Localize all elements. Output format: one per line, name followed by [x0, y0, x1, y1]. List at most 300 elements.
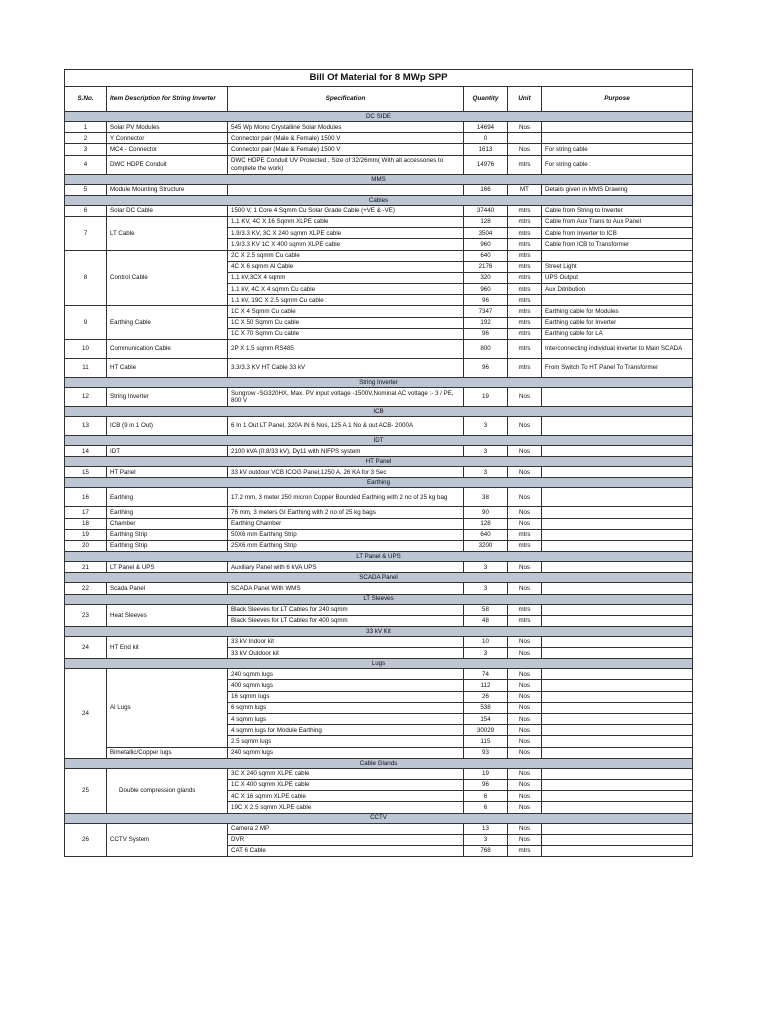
- specification-cell: 6 In 1 Out LT Panel, 320A IN 6 Nos, 125 A 1 No & out ACB- 2000A: [228, 417, 464, 436]
- unit-cell: mtrs: [508, 205, 542, 216]
- quantity-cell: 192: [464, 317, 508, 328]
- quantity-cell: 90: [464, 507, 508, 518]
- purpose-cell: From Switch To HT Panel To Transformer: [542, 359, 693, 378]
- quantity-cell: 3200: [464, 540, 508, 551]
- purpose-cell: [542, 615, 693, 626]
- purpose-cell: [542, 562, 693, 573]
- purpose-cell: [542, 714, 693, 725]
- section-title: DC SIDE: [65, 112, 693, 122]
- purpose-cell: [542, 518, 693, 529]
- item-description-cell: Communication Cable: [107, 340, 228, 359]
- unit-cell: Nos: [508, 648, 542, 659]
- unit-cell: Nos: [508, 518, 542, 529]
- unit-cell: Nos: [508, 725, 542, 736]
- item-description-cell: Earthing Strip: [107, 529, 228, 540]
- table-row: [65, 507, 693, 518]
- unit-cell: mtrs: [508, 272, 542, 283]
- unit-cell: Nos: [508, 388, 542, 407]
- unit-cell: mtrs: [508, 306, 542, 317]
- item-description-cell: Earthing Cable: [107, 306, 228, 340]
- sno-cell: 24: [65, 636, 107, 658]
- item-description-cell: CCTV System: [107, 823, 228, 857]
- section-title: Cable Glands: [65, 758, 693, 768]
- unit-cell: Nos: [508, 488, 542, 507]
- purpose-cell: [542, 680, 693, 691]
- quantity-cell: 3: [464, 467, 508, 478]
- specification-cell: 16 sqmm lugs: [228, 691, 464, 702]
- table-row: [65, 583, 693, 594]
- specification-cell: 240 sqmm lugs: [228, 747, 464, 758]
- table-row: [65, 122, 693, 133]
- specification-cell: 1.9/3.3 KV, 3C X 240 sqmm XLPE cable: [228, 228, 464, 239]
- purpose-cell: [542, 823, 693, 834]
- purpose-cell: Street Light: [542, 261, 693, 272]
- purpose-cell: Cable from String to Inverter: [542, 205, 693, 216]
- table-row: [65, 518, 693, 529]
- item-description-cell: LT Panel & UPS: [107, 562, 228, 573]
- document-title: Bill Of Material for 8 MWp SPP: [65, 70, 693, 87]
- unit-cell: Nos: [508, 122, 542, 133]
- purpose-cell: [542, 488, 693, 507]
- item-description-cell: LT Cable: [107, 216, 228, 250]
- section-header-row: [65, 112, 693, 122]
- unit-cell: mtrs: [508, 239, 542, 250]
- purpose-cell: [542, 736, 693, 747]
- quantity-cell: 7347: [464, 306, 508, 317]
- item-description-cell: HT End kit: [107, 636, 228, 658]
- sno-cell: 12: [65, 388, 107, 407]
- specification-cell: 2100 kVA (0.8/33 kV), Dy11 with NIFPS system: [228, 446, 464, 457]
- quantity-cell: 3: [464, 648, 508, 659]
- quantity-cell: 14694: [464, 122, 508, 133]
- unit-cell: Nos: [508, 417, 542, 436]
- quantity-cell: 19: [464, 768, 508, 779]
- specification-cell: 1C X 400 sqmm XLPE cable: [228, 779, 464, 790]
- section-title: CCTV: [65, 813, 693, 823]
- quantity-cell: 58: [464, 604, 508, 615]
- purpose-cell: Earthing cable for Modules: [542, 306, 693, 317]
- purpose-cell: UPS Output: [542, 272, 693, 283]
- purpose-cell: [542, 648, 693, 659]
- quantity-cell: 96: [464, 328, 508, 339]
- quantity-cell: 26: [464, 691, 508, 702]
- unit-cell: mtrs: [508, 250, 542, 261]
- item-description-cell: Y Connector: [107, 133, 228, 144]
- unit-cell: mtrs: [508, 155, 542, 174]
- purpose-cell: [542, 122, 693, 133]
- unit-cell: Nos: [508, 702, 542, 713]
- table-row: [65, 529, 693, 540]
- purpose-cell: [542, 791, 693, 802]
- purpose-cell: For string cable: [542, 155, 693, 174]
- specification-cell: 1500 V, 1 Core 4 Sqmm Cu Solar Grade Cable (+VE & -VE): [228, 205, 464, 216]
- item-description-cell: Chamber: [107, 518, 228, 529]
- specification-cell: 2.5 sqmm lugs: [228, 736, 464, 747]
- section-header-row: [65, 436, 693, 446]
- quantity-cell: 96: [464, 295, 508, 306]
- item-subdescription-cell: Bimetallic/Copper lugs: [107, 747, 228, 758]
- section-title: HT Panel: [65, 457, 693, 467]
- section-header-row: [65, 457, 693, 467]
- item-description-cell: Heat Sleeves: [107, 604, 228, 626]
- section-title: ICB: [65, 407, 693, 417]
- quantity-cell: 154: [464, 714, 508, 725]
- sno-cell: 3: [65, 144, 107, 155]
- unit-cell: mtrs: [508, 228, 542, 239]
- item-description-cell: IDT: [107, 446, 228, 457]
- specification-cell: [228, 184, 464, 195]
- specification-cell: 1C X 70 Sqmm Cu cable: [228, 328, 464, 339]
- unit-cell: Nos: [508, 446, 542, 457]
- table-row: [65, 636, 693, 647]
- sno-cell: 24: [65, 669, 107, 759]
- sno-cell: 16: [65, 488, 107, 507]
- purpose-cell: [542, 669, 693, 680]
- unit-cell: Nos: [508, 507, 542, 518]
- specification-cell: DWC HDPE Conduit UV Protected , Size of 32/26mm( With all accessories to complete the work): [228, 155, 464, 174]
- specification-cell: 1C X 4 Sqmm Cu cable: [228, 306, 464, 317]
- purpose-cell: Earthing cable for Inverter: [542, 317, 693, 328]
- table-row: [65, 540, 693, 551]
- item-description-cell: HT Cable: [107, 359, 228, 378]
- unit-cell: Nos: [508, 823, 542, 834]
- purpose-cell: For string cable: [542, 144, 693, 155]
- table-row: [65, 340, 693, 359]
- unit-cell: Nos: [508, 144, 542, 155]
- quantity-cell: 538: [464, 702, 508, 713]
- section-title: String Inverter: [65, 378, 693, 388]
- unit-cell: [508, 133, 542, 144]
- purpose-cell: [542, 250, 693, 261]
- quantity-cell: 3: [464, 583, 508, 594]
- specification-cell: 1C X 50 Sqmm Cu cable: [228, 317, 464, 328]
- quantity-cell: 37440: [464, 205, 508, 216]
- unit-cell: mtrs: [508, 615, 542, 626]
- sno-cell: 18: [65, 518, 107, 529]
- quantity-cell: 48: [464, 615, 508, 626]
- purpose-cell: [542, 747, 693, 758]
- purpose-cell: [542, 540, 693, 551]
- section-header-row: [65, 594, 693, 604]
- section-title: SCADA Panel: [65, 573, 693, 583]
- header-unit: Unit: [508, 87, 542, 112]
- unit-cell: Nos: [508, 467, 542, 478]
- unit-cell: Nos: [508, 714, 542, 725]
- header-item-description: Item Description for String Inverter: [107, 87, 228, 112]
- specification-cell: 50X6 mm Earthing Strip: [228, 529, 464, 540]
- header-sno: S.No.: [65, 87, 107, 112]
- quantity-cell: 640: [464, 529, 508, 540]
- unit-cell: Nos: [508, 779, 542, 790]
- specification-cell: 17.2 mm, 3 meter 250 micron Copper Bounded Earthing with 2 no of 25 kg bag: [228, 488, 464, 507]
- section-title: MMS: [65, 174, 693, 184]
- unit-cell: mtrs: [508, 604, 542, 615]
- specification-cell: 33 kV Indoor kit: [228, 636, 464, 647]
- specification-cell: 2C X 2.5 sqmm Cu cable: [228, 250, 464, 261]
- unit-cell: Nos: [508, 669, 542, 680]
- item-description-cell: HT Panel: [107, 467, 228, 478]
- sno-cell: 9: [65, 306, 107, 340]
- unit-cell: Nos: [508, 636, 542, 647]
- quantity-cell: 640: [464, 250, 508, 261]
- quantity-cell: 30029: [464, 725, 508, 736]
- quantity-cell: 2176: [464, 261, 508, 272]
- purpose-cell: [542, 768, 693, 779]
- specification-cell: Camera 2 MP: [228, 823, 464, 834]
- sno-cell: 17: [65, 507, 107, 518]
- section-title: 33 kV Kit: [65, 626, 693, 636]
- unit-cell: Nos: [508, 691, 542, 702]
- purpose-cell: Earthing cable for LA: [542, 328, 693, 339]
- purpose-cell: [542, 446, 693, 457]
- sno-cell: 14: [65, 446, 107, 457]
- quantity-cell: 6: [464, 802, 508, 813]
- unit-cell: Nos: [508, 680, 542, 691]
- sno-cell: 21: [65, 562, 107, 573]
- quantity-cell: 960: [464, 239, 508, 250]
- table-row: [65, 144, 693, 155]
- specification-cell: Auxiliary Panel with 6 kVA UPS: [228, 562, 464, 573]
- section-header-row: [65, 573, 693, 583]
- sno-cell: 20: [65, 540, 107, 551]
- item-description-cell: Scada Panel: [107, 583, 228, 594]
- item-description-cell: MC4 - Connector: [107, 144, 228, 155]
- specification-cell: Black Sleeves for LT Cables for 400 sqmm: [228, 615, 464, 626]
- item-description-cell: Al Lugs: [107, 669, 228, 747]
- unit-cell: mtrs: [508, 216, 542, 227]
- specification-cell: 4 sqmm lugs for Module Earthing: [228, 725, 464, 736]
- quantity-cell: 960: [464, 284, 508, 295]
- quantity-cell: 14976: [464, 155, 508, 174]
- specification-cell: 76 mm, 3 meters GI Earthing with 2 no of 25 kg bags: [228, 507, 464, 518]
- specification-cell: DVR: [228, 834, 464, 845]
- quantity-cell: 13: [464, 823, 508, 834]
- purpose-cell: [542, 725, 693, 736]
- purpose-cell: Cable from Aux Trans to Aux Panel: [542, 216, 693, 227]
- sno-cell: 2: [65, 133, 107, 144]
- table-row: [65, 562, 693, 573]
- quantity-cell: 6: [464, 791, 508, 802]
- table-row: [65, 306, 693, 317]
- purpose-cell: [542, 636, 693, 647]
- purpose-cell: [542, 388, 693, 407]
- specification-cell: 3C X 240 sqmm XLPE cable: [228, 768, 464, 779]
- purpose-cell: Cable from ICB to Transformer: [542, 239, 693, 250]
- specification-cell: 400 sqmm lugs: [228, 680, 464, 691]
- header-specification: Specification: [228, 87, 464, 112]
- unit-cell: Nos: [508, 583, 542, 594]
- unit-cell: mtrs: [508, 284, 542, 295]
- purpose-cell: Aux Ditribution: [542, 284, 693, 295]
- section-header-row: [65, 407, 693, 417]
- section-title: LT Sleeves: [65, 594, 693, 604]
- specification-cell: Black Sleeves for LT Cables for 240 sqmm: [228, 604, 464, 615]
- quantity-cell: 768: [464, 845, 508, 856]
- unit-cell: Nos: [508, 791, 542, 802]
- table-row: [65, 216, 693, 227]
- sno-cell: 5: [65, 184, 107, 195]
- quantity-cell: 112: [464, 680, 508, 691]
- table-row: [65, 417, 693, 436]
- section-header-row: [65, 174, 693, 184]
- purpose-cell: [542, 691, 693, 702]
- quantity-cell: 74: [464, 669, 508, 680]
- table-row: [65, 250, 693, 261]
- table-row: [65, 467, 693, 478]
- purpose-cell: [542, 604, 693, 615]
- purpose-cell: [542, 845, 693, 856]
- sno-cell: 25: [65, 768, 107, 813]
- item-description-cell: Control Cable: [107, 250, 228, 306]
- unit-cell: Nos: [508, 834, 542, 845]
- unit-cell: mtrs: [508, 328, 542, 339]
- table-row: [65, 388, 693, 407]
- unit-cell: Nos: [508, 562, 542, 573]
- specification-cell: 1.1 kV, 4C X 4 sqmm Cu cable: [228, 284, 464, 295]
- specification-cell: Connector pair (Male & Female) 1500 V: [228, 133, 464, 144]
- quantity-cell: 96: [464, 779, 508, 790]
- table-row: [65, 604, 693, 615]
- purpose-cell: [542, 779, 693, 790]
- specification-cell: Sungrow -SG320HX, Max. PV input voltage -1500V,Nominal AC voltage :- 3 / PE, 800 V: [228, 388, 464, 407]
- section-title: LT Panel & UPS: [65, 552, 693, 562]
- specification-cell: 1.1 kV,3CX 4 sqmm: [228, 272, 464, 283]
- item-description-cell: Solar DC Cable: [107, 205, 228, 216]
- specification-cell: SCADA Panel With WMS: [228, 583, 464, 594]
- sno-cell: 15: [65, 467, 107, 478]
- sno-cell: 7: [65, 216, 107, 250]
- table-row: [65, 359, 693, 378]
- item-description-cell: ICB (9 in 1 Out): [107, 417, 228, 436]
- quantity-cell: 166: [464, 184, 508, 195]
- unit-cell: mtrs: [508, 845, 542, 856]
- specification-cell: 4C X 16 sqmm XLPE cable: [228, 791, 464, 802]
- table-row: [65, 768, 693, 779]
- specification-cell: 4 sqmm lugs: [228, 714, 464, 725]
- section-title: Lugs: [65, 659, 693, 669]
- purpose-cell: Interconnecting individual inverter to Main SCADA: [542, 340, 693, 359]
- purpose-cell: [542, 702, 693, 713]
- section-header-row: [65, 659, 693, 669]
- quantity-cell: 3504: [464, 228, 508, 239]
- item-description-cell: Earthing: [107, 488, 228, 507]
- table-row: [65, 184, 693, 195]
- section-header-row: [65, 378, 693, 388]
- specification-cell: 1.1 KV, 4C X 16 Sqmm XLPE cable: [228, 216, 464, 227]
- quantity-cell: 128: [464, 216, 508, 227]
- quantity-cell: 3: [464, 562, 508, 573]
- item-description-cell: DWC HDPE Conduit: [107, 155, 228, 174]
- purpose-cell: [542, 467, 693, 478]
- unit-cell: mtrs: [508, 529, 542, 540]
- sno-cell: 23: [65, 604, 107, 626]
- unit-cell: Nos: [508, 747, 542, 758]
- item-description-cell: Solar PV Modules: [107, 122, 228, 133]
- unit-cell: MT: [508, 184, 542, 195]
- quantity-cell: 3: [464, 446, 508, 457]
- specification-cell: 6 sqmm lugs: [228, 702, 464, 713]
- specification-cell: 33 kV Outdoor kit: [228, 648, 464, 659]
- purpose-cell: [542, 802, 693, 813]
- table-row: [65, 155, 693, 174]
- header-purpose: Purpose: [542, 87, 693, 112]
- bom-table: [64, 69, 693, 857]
- unit-cell: mtrs: [508, 261, 542, 272]
- specification-cell: 1.1 kV, 19C X 2.5 sqmm Cu cable: [228, 295, 464, 306]
- quantity-cell: 10: [464, 636, 508, 647]
- sno-cell: 19: [65, 529, 107, 540]
- unit-cell: mtrs: [508, 540, 542, 551]
- sno-cell: 8: [65, 250, 107, 306]
- unit-cell: Nos: [508, 802, 542, 813]
- unit-cell: mtrs: [508, 340, 542, 359]
- unit-cell: Nos: [508, 768, 542, 779]
- item-description-cell: String Inverter: [107, 388, 228, 407]
- specification-cell: 25X6 mm Earthing Strip: [228, 540, 464, 551]
- specification-cell: 33 kV outdoor VCB ICOG Panel,1250 A, 26 KA for 3 Sec: [228, 467, 464, 478]
- quantity-cell: 93: [464, 747, 508, 758]
- specification-cell: Earthing Chamber: [228, 518, 464, 529]
- section-header-row: [65, 626, 693, 636]
- specification-cell: 2P X 1.5 sqmm RS485: [228, 340, 464, 359]
- specification-cell: 4C X 6 sqmm Al Cable: [228, 261, 464, 272]
- header-row: [65, 87, 693, 112]
- quantity-cell: 320: [464, 272, 508, 283]
- quantity-cell: 19: [464, 388, 508, 407]
- quantity-cell: 128: [464, 518, 508, 529]
- purpose-cell: Details given in MMS Drawing: [542, 184, 693, 195]
- section-title: Cables: [65, 195, 693, 205]
- purpose-cell: [542, 417, 693, 436]
- sno-cell: 1: [65, 122, 107, 133]
- section-header-row: [65, 195, 693, 205]
- table-row: [65, 823, 693, 834]
- item-description-cell: Double compression glands: [107, 768, 228, 813]
- item-description-cell: Module Mounting Structure: [107, 184, 228, 195]
- quantity-cell: 3: [464, 834, 508, 845]
- quantity-cell: 38: [464, 488, 508, 507]
- table-row: [65, 446, 693, 457]
- sno-cell: 10: [65, 340, 107, 359]
- title-row: [65, 70, 693, 87]
- section-header-row: [65, 813, 693, 823]
- section-title: Earthing: [65, 478, 693, 488]
- sno-cell: 22: [65, 583, 107, 594]
- purpose-cell: [542, 295, 693, 306]
- purpose-cell: [542, 529, 693, 540]
- unit-cell: mtrs: [508, 317, 542, 328]
- purpose-cell: [542, 133, 693, 144]
- sno-cell: 6: [65, 205, 107, 216]
- quantity-cell: 0: [464, 133, 508, 144]
- unit-cell: Nos: [508, 736, 542, 747]
- table-row: [65, 669, 693, 680]
- table-row: [65, 133, 693, 144]
- specification-cell: Connector pair (Male & Female) 1500 V: [228, 144, 464, 155]
- item-description-cell: Earthing: [107, 507, 228, 518]
- table-row: [65, 747, 693, 758]
- quantity-cell: 3: [464, 417, 508, 436]
- quantity-cell: 1613: [464, 144, 508, 155]
- purpose-cell: Cable from Inverter to ICB: [542, 228, 693, 239]
- specification-cell: CAT 6 Cable: [228, 845, 464, 856]
- section-title: IDT: [65, 436, 693, 446]
- header-quantity: Quantity: [464, 87, 508, 112]
- purpose-cell: [542, 583, 693, 594]
- section-header-row: [65, 552, 693, 562]
- unit-cell: mtrs: [508, 295, 542, 306]
- item-description-cell: Earthing Strip: [107, 540, 228, 551]
